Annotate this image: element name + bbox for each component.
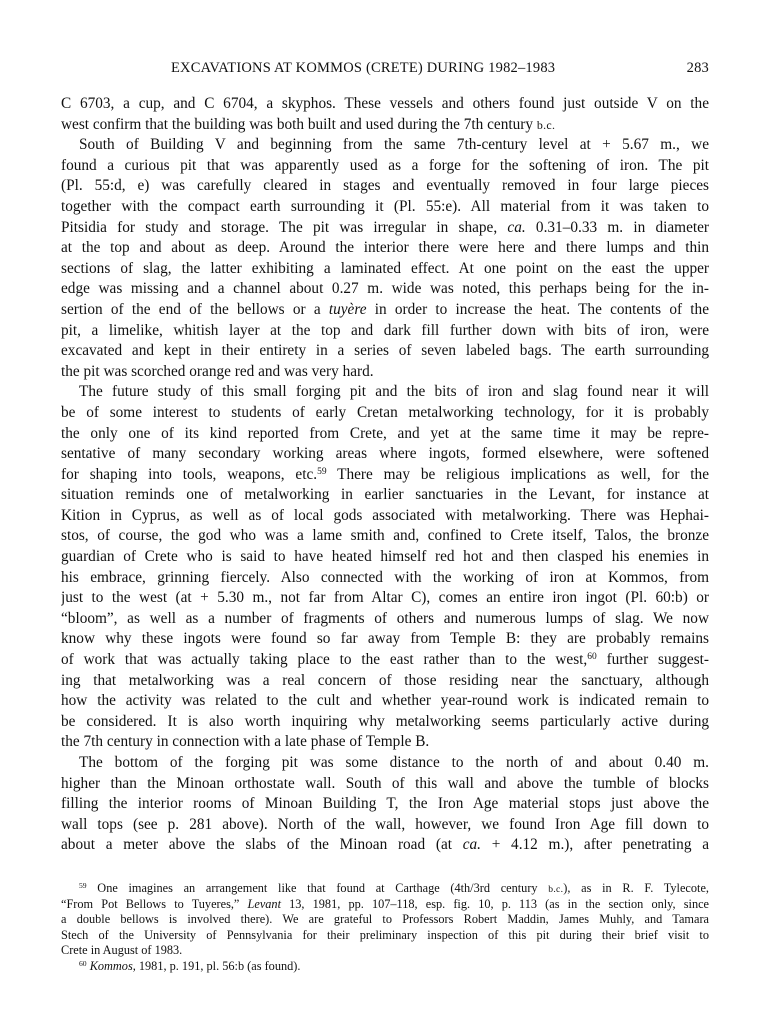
footnote-number: 60 bbox=[79, 958, 87, 968]
text-line: Kition in Cyprus, as well as of local gods associated with metalworking. There was Hephai- bbox=[61, 506, 709, 524]
footnote-number: 59 bbox=[79, 881, 87, 890]
text-line: how the activity was related to the cult and whether year-round work is indicated remain to bbox=[61, 692, 709, 710]
text-line: guardian of Crete who is said to have heated himself red hot and then clasped his enemies in bbox=[61, 548, 709, 566]
italic-text: Kommos, bbox=[89, 958, 136, 973]
footnotes bbox=[61, 881, 709, 975]
italic-text: Levant bbox=[247, 896, 281, 911]
text-line: together with the compact earth surrounding it (Pl. 55:e). All material from it was taken to bbox=[61, 197, 709, 215]
text-line: situation reminds one of metalworking in earlier sanctuaries in the Levant, for instance at bbox=[61, 486, 709, 504]
footnote-line: $^{60}$ Kommos, 1981, p. 191, pl. 56:b (as found). bbox=[79, 958, 301, 973]
page bbox=[61, 0, 709, 1024]
footnote-line: Stech of the University of Pennsylvania for their preliminary inspection of this pit during their brief visit to bbox=[61, 927, 709, 942]
text-line: be considered. It is also worth inquiring why metalworking seems particularly active during bbox=[61, 712, 709, 730]
italic-text: ca. bbox=[507, 218, 526, 236]
text-line: be of some interest to students of early Cretan metalworking technology, for it is probably bbox=[61, 403, 709, 421]
text-line: know why these ingots were found so far away from Temple B: they are probably remains bbox=[61, 630, 709, 648]
text-line: west confirm that the building was both built and used during the 7th century b.c. bbox=[61, 115, 556, 133]
italic-text: ca. bbox=[462, 836, 481, 854]
text-line: for shaping into tools, weapons, etc.$^{59}$ There may be religious implications as well, for the bbox=[61, 465, 709, 483]
text-line: the 7th century in connection with a late phase of Temple B. bbox=[61, 733, 430, 751]
text-line: about a meter above the slabs of the Minoan road (at ca. + 4.12 m.), after penetrating a bbox=[61, 836, 709, 854]
text-line: The future study of this small forging pit and the bits of iron and slag found near it will bbox=[79, 383, 709, 401]
running-title: EXCAVATIONS AT KOMMOS (CRETE) DURING 1982–1983 bbox=[171, 60, 556, 76]
footnote-line: $^{59}$ One imagines an arrangement like that found at Carthage (4th/3rd century b.c.), as in R. F. Tylecote, bbox=[79, 881, 709, 895]
text-line: wall tops (see p. 281 above). North of the wall, however, we found Iron Age fill down to bbox=[61, 815, 709, 833]
text-line: C 6703, a cup, and C 6704, a skyphos. These vessels and others found just outside V on the bbox=[61, 95, 709, 112]
text-line: sentative of many secondary working areas where ingots, formed elsewhere, were softened bbox=[61, 445, 709, 463]
text-line: higher than the Minoan orthostate wall. South of this wall and above the tumble of blocks bbox=[61, 774, 709, 792]
text-line: stos, of course, the god who was a lame smith and, confined to Crete itself, Talos, the bronze bbox=[61, 527, 709, 545]
text-line: edge was missing and a channel about 0.27 m. wide was noted, this perhaps being for the in- bbox=[61, 280, 709, 298]
footnote-reference: 59 bbox=[317, 466, 327, 477]
italic-text: tuyère bbox=[328, 300, 367, 318]
text-line: (Pl. 55:d, e) was carefully cleared in stages and eventually removed in four large pieces bbox=[61, 177, 709, 195]
text-line: at the top and about as deep. Around the interior there were here and there lumps and thin bbox=[61, 239, 709, 257]
text-line: South of Building V and beginning from the same 7th-century level at + 5.67 m., we bbox=[79, 136, 709, 154]
footnote-line: a double bellows is involved there). We are grateful to Professors Robert Maddin, James Muhly, and Tamara bbox=[61, 912, 709, 927]
text-line: the pit was scorched orange red and was very hard. bbox=[61, 362, 374, 380]
text-line: excavated and kept in their entirety in a series of seven labeled bags. The earth surrounding bbox=[61, 342, 709, 360]
text-line: filling the interior rooms of Minoan Building T, the Iron Age material stops just above the bbox=[61, 795, 709, 813]
text-line: “bloom”, as well as a number of fragments of others and numerous lumps of slag. We now bbox=[61, 609, 709, 627]
footnote-line: “From Pot Bellows to Tuyeres,” Levant 13, 1981, pp. 107–118, esp. fig. 10, p. 113 (as in the section only, since bbox=[61, 896, 709, 911]
page-number: 283 bbox=[686, 60, 709, 76]
text-line: sertion of the end of the bellows or a tuyère in order to increase the heat. The contents of the bbox=[61, 300, 709, 318]
text-line: The bottom of the forging pit was some distance to the north of and about 0.40 m. bbox=[79, 754, 709, 771]
small-caps-text: b.c. bbox=[536, 117, 556, 132]
text-line: Pitsidia for study and storage. The pit was irregular in shape, ca. 0.31–0.33 m. in diameter bbox=[61, 218, 709, 236]
small-caps-text: b.c. bbox=[548, 884, 564, 895]
body-text bbox=[61, 94, 709, 856]
text-line: pit, a limelike, whitish layer at the top and dark fill further down with bits of iron, were bbox=[61, 321, 709, 339]
text-line: his embrace, grinning fiercely. Also connected with the working of iron at Kommos, from bbox=[61, 568, 709, 586]
text-line: sections of slag, the latter exhibiting a laminated effect. At one point on the east the upper bbox=[61, 259, 709, 277]
footnote-reference: 60 bbox=[587, 651, 597, 662]
text-line: the only one of its kind reported from Crete, and yet at the same time it may be repre- bbox=[61, 424, 709, 442]
text-line: found a curious pit that was apparently used as a forge for the softening of iron. The pit bbox=[61, 156, 709, 174]
running-head bbox=[61, 60, 709, 80]
text-line: just to the west (at + 5.30 m., not far from Altar C), comes an entire iron ingot (Pl. 60:b) or bbox=[61, 589, 709, 607]
footnote-line: Crete in August of 1983. bbox=[61, 943, 183, 958]
text-line: ing that metalworking was a real concern of those residing near the sanctuary, although bbox=[61, 671, 709, 689]
text-line: of work that was actually taking place to the east rather than to the west,$^{60}$ further suggest- bbox=[61, 651, 709, 669]
